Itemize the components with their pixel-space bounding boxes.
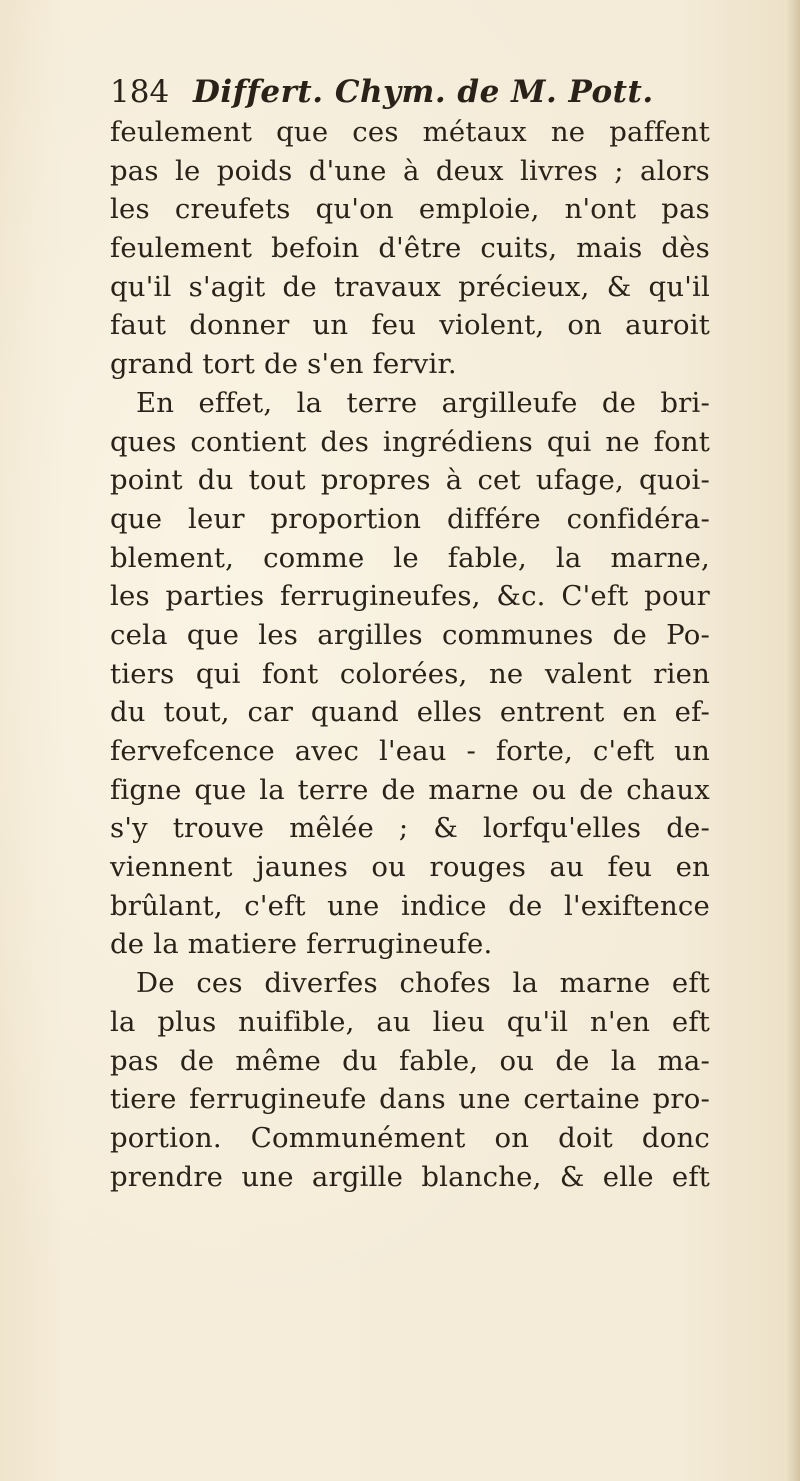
text-line: les parties ferrugineufes, &c. C'eft pour bbox=[110, 580, 710, 613]
text-line: cela que les argilles communes de Po- bbox=[110, 618, 710, 651]
text-line: En effet, la terre argilleufe de bri- bbox=[136, 386, 710, 419]
text-line: la plus nuifible, au lieu qu'il n'en eft bbox=[110, 1005, 710, 1038]
text-line: brûlant, c'eft une indice de l'exiftence bbox=[110, 889, 710, 922]
text-line: faut donner un feu violent, on auroit bbox=[110, 309, 710, 342]
text-line: feulement befoin d'être cuits, mais dès bbox=[110, 232, 710, 265]
text-line: prendre une argille blanche, & elle eft bbox=[110, 1160, 710, 1193]
text-line: grand tort de s'en fervir. bbox=[110, 348, 457, 381]
text-line: que leur proportion différe confidéra- bbox=[110, 502, 710, 535]
running-title: Differt. Chym. de M. Pott. bbox=[193, 74, 654, 110]
text-line: tiere ferrugineufe dans une certaine pro- bbox=[110, 1083, 710, 1116]
page-number: 184 bbox=[110, 74, 170, 110]
page-header bbox=[110, 70, 710, 114]
text-line: les creufets qu'on emploie, n'ont pas bbox=[110, 193, 710, 226]
text-line: fervefcence avec l'eau - forte, c'eft un bbox=[110, 735, 710, 767]
text-line: pas le poids d'une à deux livres ; alors bbox=[110, 154, 710, 187]
text-line: du tout, car quand elles entrent en ef- bbox=[110, 696, 710, 729]
text-line: viennent jaunes ou rouges au feu en bbox=[110, 851, 710, 884]
page-edge-shadow bbox=[786, 0, 800, 1481]
text-line: feulement que ces métaux ne paffent bbox=[110, 116, 710, 148]
text-line: de la matiere ferrugineufe. bbox=[110, 928, 493, 961]
text-line: s'y trouve mêlée ; & lorfqu'elles de- bbox=[110, 812, 710, 845]
text-line: tiers qui font colorées, ne valent rien bbox=[110, 657, 710, 690]
text-line: blement, comme le fable, la marne, bbox=[110, 541, 710, 574]
text-line: ques contient des ingrédiens qui ne font bbox=[110, 425, 710, 458]
text-line: De ces diverfes chofes la marne eft bbox=[136, 967, 710, 1000]
text-line: point du tout propres à cet ufage, quoi- bbox=[110, 464, 710, 497]
text-line: pas de même du fable, ou de la ma- bbox=[110, 1044, 710, 1077]
text-line: figne que la terre de marne ou de chaux bbox=[110, 773, 710, 806]
text-line: qu'il s'agit de travaux précieux, & qu'il bbox=[110, 270, 710, 303]
text-line: portion. Communément on doit donc bbox=[110, 1121, 710, 1154]
body-text bbox=[110, 113, 710, 1196]
